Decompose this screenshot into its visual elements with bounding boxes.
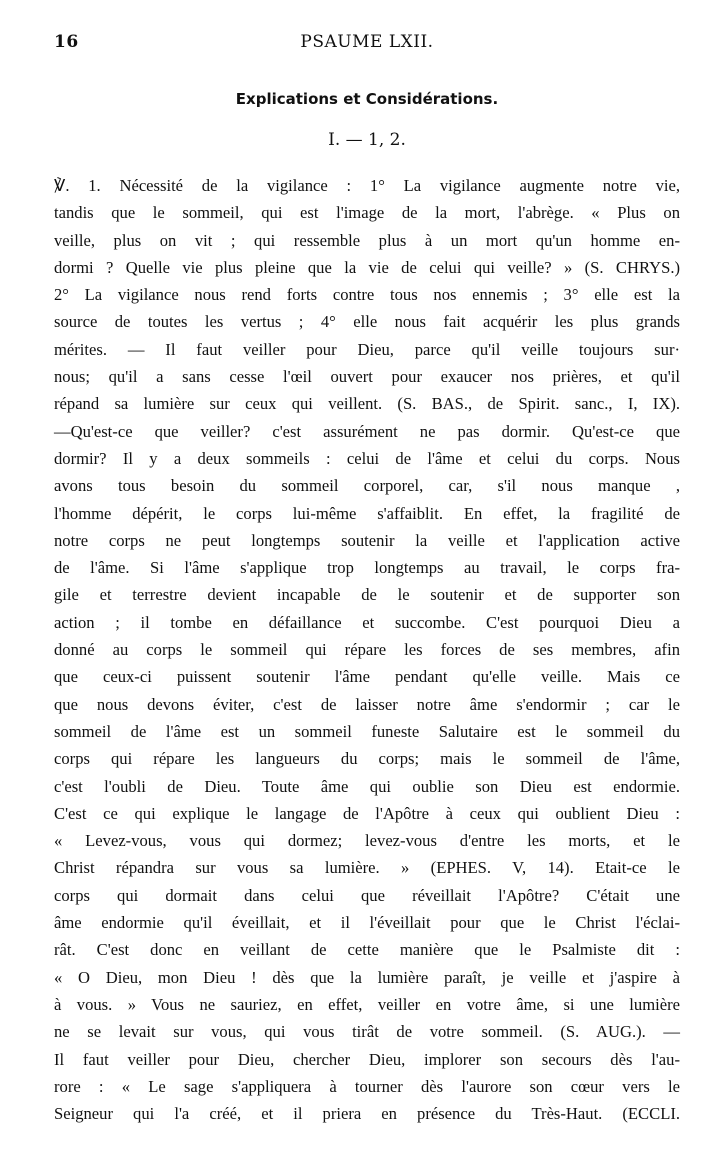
section-number: I. — 1, 2. [328, 130, 406, 150]
section-heading: Explications et Considérations. [235, 90, 499, 108]
body-text [54, 172, 680, 1127]
text-line: nous; qu'il a sans cesse l'œil ouvert pour exaucer nos prières, et qu'il [54, 367, 680, 387]
text-line: action ; il tombe en défaillance et succombe. C'est pourquoi Dieu a [54, 612, 680, 632]
text-line: « Levez-vous, vous qui dormez; levez-vous d'entre les morts, et le [54, 831, 680, 851]
text-line: que ceux-ci puissent soutenir l'âme pendant qu'elle veille. Mais ce [54, 667, 680, 687]
book-page [54, 30, 680, 1127]
running-title: PSAUME LXII. [300, 32, 434, 52]
text-line: mérites. — Il faut veiller pour Dieu, parce qu'il veille toujours sur· [54, 339, 680, 359]
text-line: avons tous besoin du sommeil corporel, car, s'il nous manque , [54, 476, 680, 496]
text-line: que nous devons éviter, c'est de laisser notre âme s'endormir ; car le [54, 694, 680, 714]
text-line: Christ répandra sur vous sa lumière. » (EPHES. V, 14). Etait-ce le [54, 858, 680, 878]
page-header [54, 30, 680, 56]
text-line: donné au corps le sommeil qui répare les forces de ses membres, afin [54, 640, 680, 660]
text-line: corps qui répare les langueurs du corps; mais le sommeil de l'âme, [54, 749, 680, 769]
text-line: notre corps ne peut longtemps soutenir la veille et l'application active [54, 530, 680, 550]
text-line: rât. C'est donc en veillant de cette manière que le Psalmiste dit : [54, 940, 680, 960]
text-line: 2° La vigilance nous rend forts contre tous nos ennemis ; 3° elle est la [54, 285, 680, 305]
text-line: gile et terrestre devient incapable de le soutenir et de supporter son [54, 585, 680, 605]
text-line: C'est ce qui explique le langage de l'Apôtre à ceux qui oublient Dieu : [54, 803, 680, 823]
page-number: 16 [54, 32, 79, 52]
text-line: Seigneur qui l'a créé, et il priera en présence du Très-Haut. (ECCLI. [54, 1104, 680, 1124]
text-line: ne se levait sur vous, qui vous tirât de votre sommeil. (S. AUG.). — [54, 1022, 680, 1042]
text-line: âme endormie qu'il éveillait, et il l'éveillait pour que le Christ l'éclai- [54, 913, 680, 933]
text-line: « O Dieu, mon Dieu ! dès que la lumière paraît, je veille et j'aspire à [54, 967, 680, 987]
text-line: veille, plus on vit ; qui ressemble plus à un mort qu'un homme en- [54, 230, 680, 250]
text-line: corps qui dormait dans celui que réveillait l'Apôtre? C'était une [54, 885, 680, 905]
text-line: —Qu'est-ce que veiller? c'est assurément ne pas dormir. Qu'est-ce que [54, 421, 680, 441]
text-line: c'est l'oubli de Dieu. Toute âme qui oublie son Dieu est endormie. [54, 776, 680, 796]
text-line: Il faut veiller pour Dieu, chercher Dieu, implorer son secours dès l'au- [54, 1049, 680, 1069]
text-line: source de toutes les vertus ; 4° elle nous fait acquérir les plus grands [54, 312, 680, 332]
text-line: répand sa lumière sur ceux qui veillent. (S. BAS., de Spirit. sanc., I, IX). [54, 394, 680, 414]
text-line: ℣. 1. Nécessité de la vigilance : 1° La vigilance augmente notre vie, [54, 176, 680, 195]
text-line: sommeil de l'âme est un sommeil funeste Salutaire est le sommeil du [54, 721, 680, 741]
text-line: à vous. » Vous ne sauriez, en effet, veiller en votre âme, si une lumière [54, 994, 680, 1014]
text-line: dormir? Il y a deux sommeils : celui de l'âme et celui du corps. Nous [54, 448, 680, 468]
text-line: rore : « Le sage s'appliquera à tourner dès l'aurore son cœur vers le [54, 1076, 680, 1096]
text-line: tandis que le sommeil, qui est l'image de la mort, l'abrège. « Plus on [54, 203, 680, 223]
text-line: dormi ? Quelle vie plus pleine que la vie de celui qui veille? » (S. CHRYS.) [54, 257, 680, 277]
text-line: l'homme dépérit, le corps lui-même s'affaiblit. En effet, la fragilité de [54, 503, 680, 523]
text-line: de l'âme. Si l'âme s'applique trop longtemps au travail, le corps fra- [54, 558, 680, 578]
